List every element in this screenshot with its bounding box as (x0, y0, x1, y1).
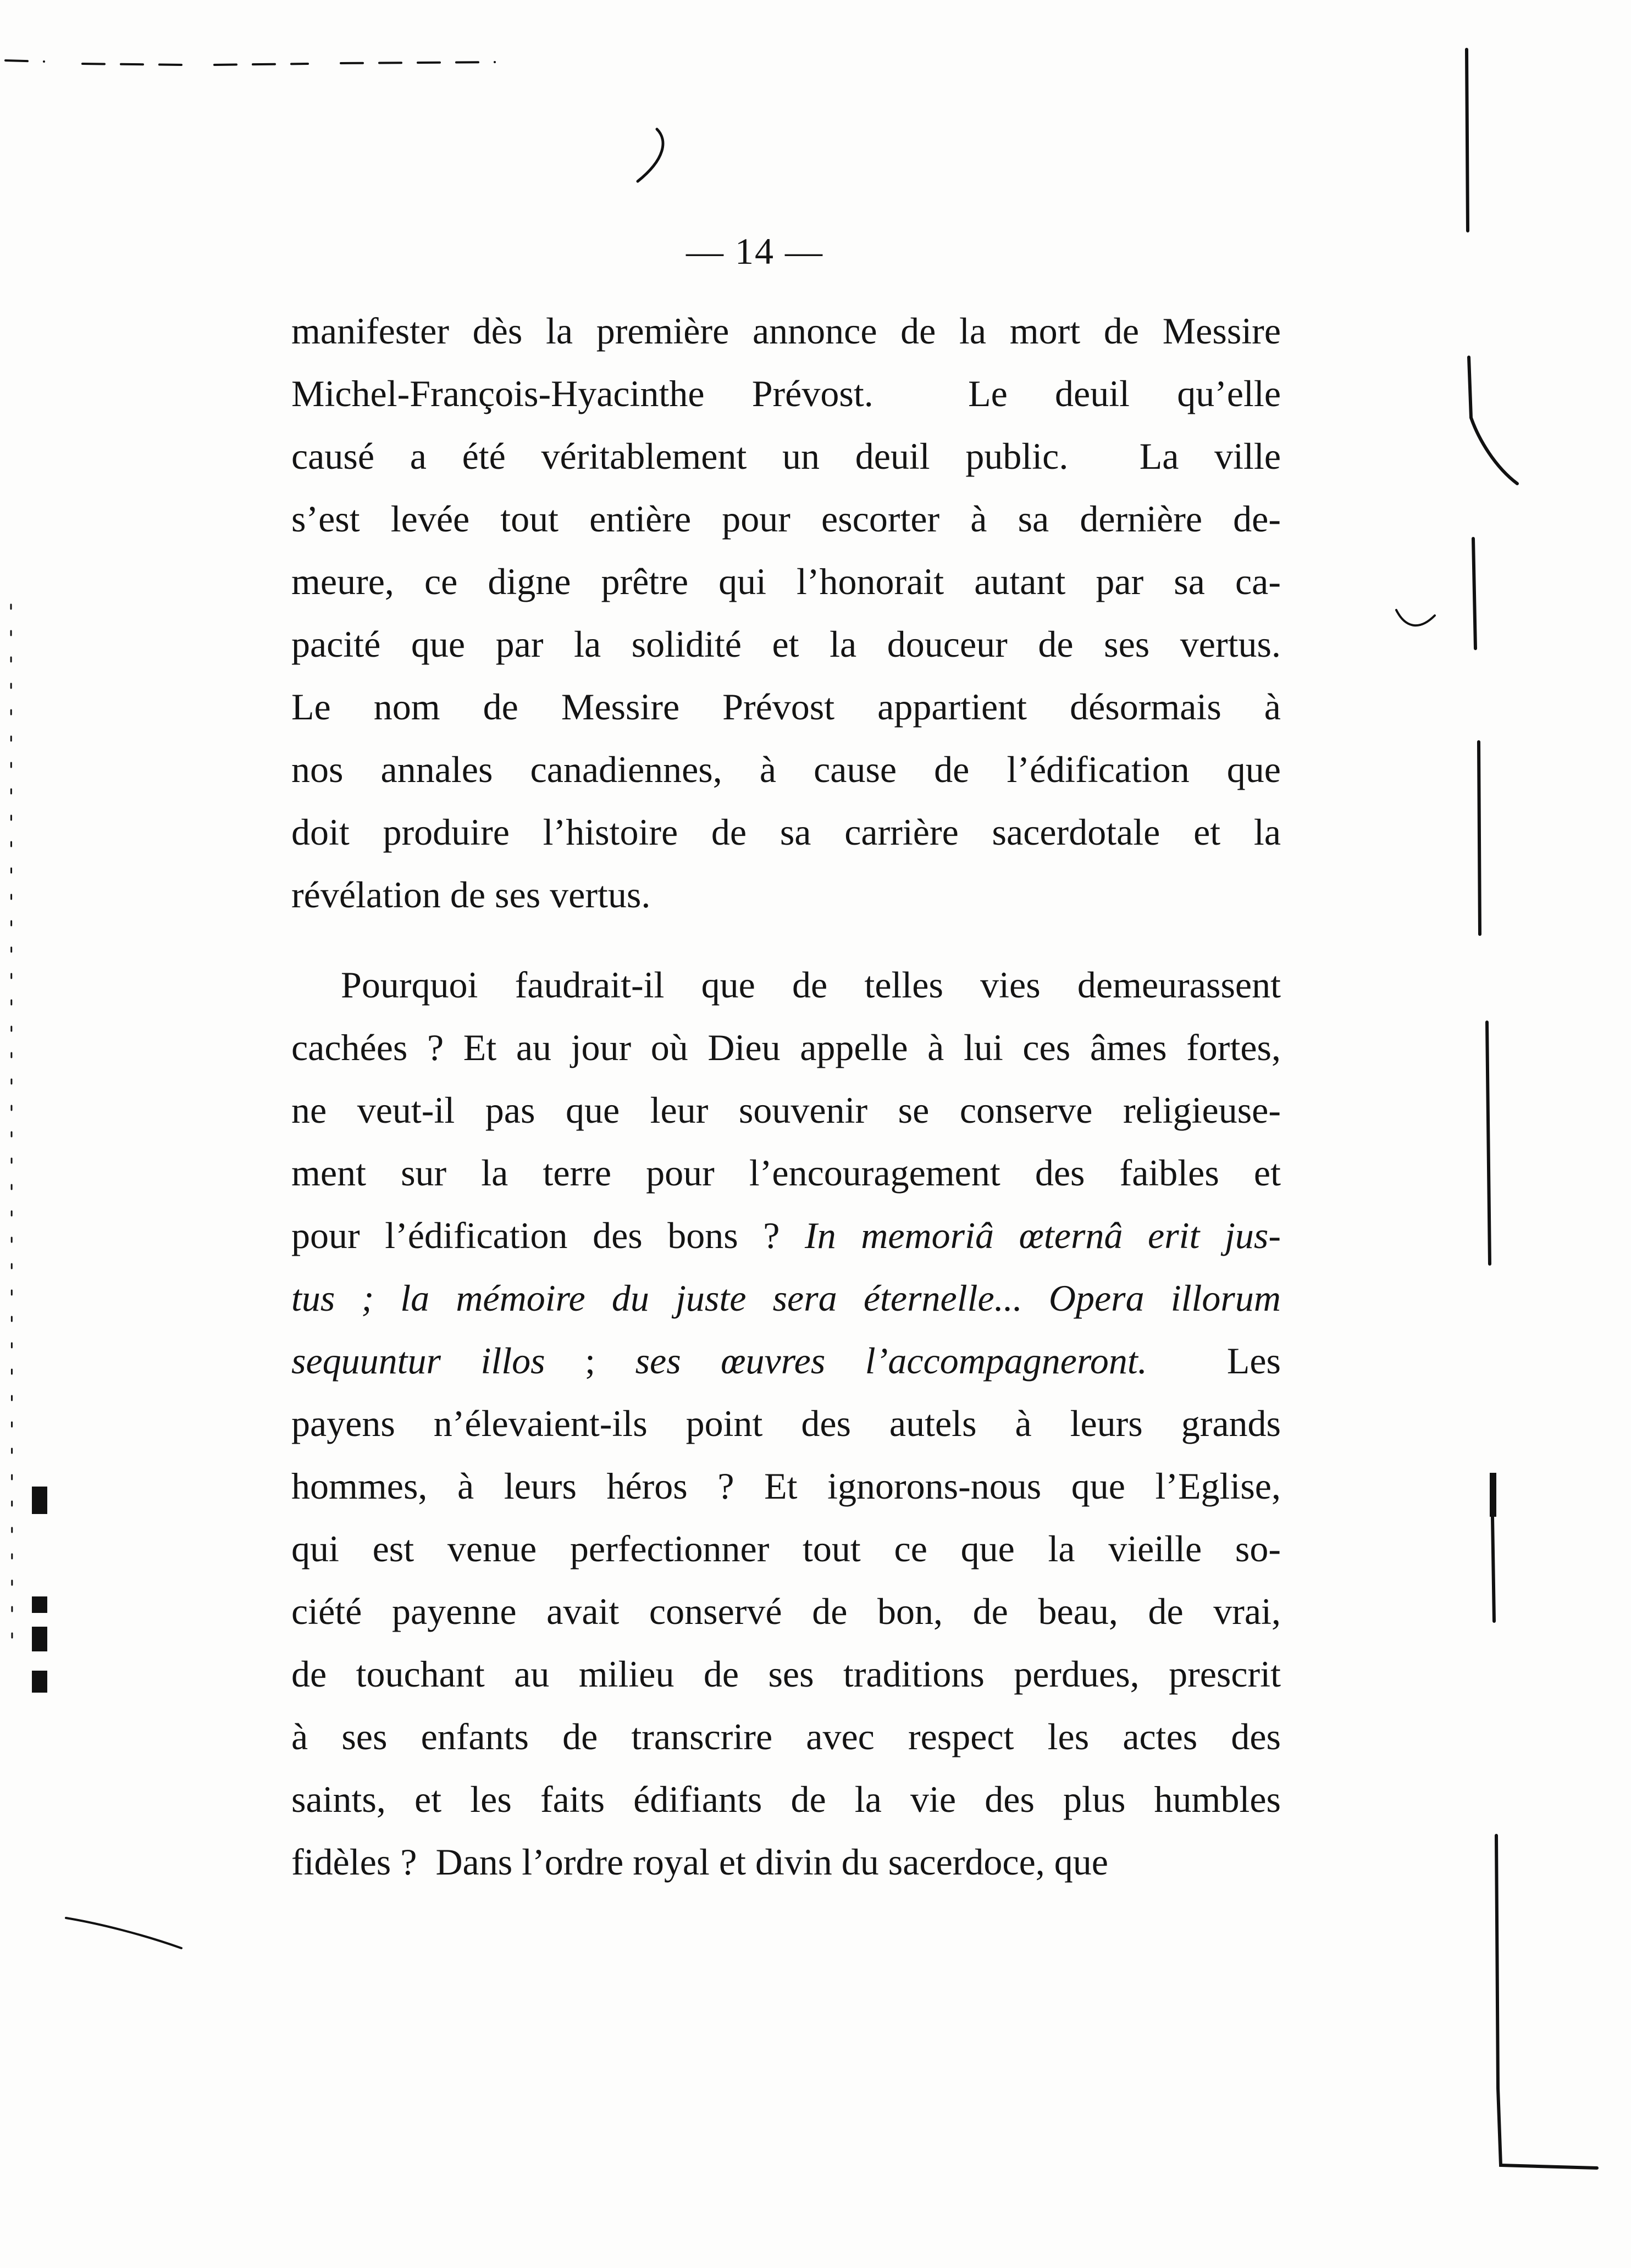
text-roman: ; (545, 1340, 635, 1382)
text-line: à ses enfants de transcrire avec respect les actes des (291, 1716, 1281, 1757)
right-edge-binding (1467, 49, 1597, 2168)
latin-quote: In memoriâ œternâ erit jus- (805, 1215, 1281, 1256)
text-line: révélation de ses vertus. (291, 874, 651, 916)
text-line: fidèles ? Dans l’ordre royal et divin du sacerdoce, que (291, 1841, 1108, 1883)
text-line (291, 1204, 1281, 1267)
text-line: Pourquoi faudrait-il que de telles vies demeurassent (341, 964, 1281, 1006)
pen-stroke-left (66, 1918, 181, 1948)
text-line: saints, et les faits édifiants de la vie des plus humbles (291, 1778, 1281, 1820)
text-line: manifester dès la première annonce de la mort de Messire (291, 310, 1281, 352)
text-line-italic: tus ; la mémoire du juste sera éternelle... Opera illorum (291, 1277, 1281, 1319)
binding-mark (1490, 1473, 1496, 1517)
text-line: nos annales canadiennes, à cause de l’édification que (291, 748, 1281, 790)
binding-mark (32, 1487, 47, 1514)
text-line: de touchant au milieu de ses traditions perdues, prescrit (291, 1653, 1281, 1695)
latin-quote: sequuntur illos (291, 1340, 545, 1382)
pen-stroke-right (1396, 610, 1435, 625)
text-line: qui est venue perfectionner tout ce que la vieille so- (291, 1528, 1281, 1570)
text-roman: Les (1147, 1340, 1281, 1382)
text-line: ment sur la terre pour l’encouragement des faibles et (291, 1152, 1281, 1194)
text-roman: pour l’édification des bons ? (291, 1215, 805, 1256)
text-line: payens n’élevaient-ils point des autels à leurs grands (291, 1402, 1281, 1444)
text-line: doit produire l’histoire de sa carrière sacerdotale et la (291, 811, 1281, 853)
left-edge-binding (11, 605, 12, 1649)
text-line: hommes, à leurs héros ? Et ignorons-nous que l’Eglise, (291, 1465, 1281, 1507)
text-line: Michel-François-Hyacinthe Prévost. Le deuil qu’elle (291, 373, 1281, 414)
top-edge-mark (5, 60, 495, 65)
text-line: ne veut-il pas que leur souvenir se conserve religieuse- (291, 1089, 1281, 1131)
page-number: — 14 — (686, 230, 823, 272)
binding-mark (32, 1627, 47, 1651)
text-line: ciété payenne avait conservé de bon, de beau, de vrai, (291, 1590, 1281, 1632)
binding-mark (32, 1596, 47, 1613)
french-quote: ses œuvres l’accompagneront. (635, 1340, 1147, 1382)
pen-stroke-top (638, 129, 663, 181)
text-line: meure, ce digne prêtre qui l’honorait autant par sa ca- (291, 561, 1281, 602)
paragraph-1 (291, 300, 1281, 926)
text-line: pacité que par la solidité et la douceur de ses vertus. (291, 623, 1281, 665)
text-line (291, 1329, 1281, 1392)
binding-mark (32, 1671, 47, 1693)
text-line: causé a été véritablement un deuil public. La ville (291, 435, 1281, 477)
text-line: Le nom de Messire Prévost appartient désormais à (291, 686, 1281, 728)
text-line: s’est levée tout entière pour escorter à sa dernière de- (291, 498, 1281, 540)
text-line: cachées ? Et au jour où Dieu appelle à lui ces âmes fortes, (291, 1027, 1281, 1068)
paragraph-2 (291, 953, 1281, 1893)
